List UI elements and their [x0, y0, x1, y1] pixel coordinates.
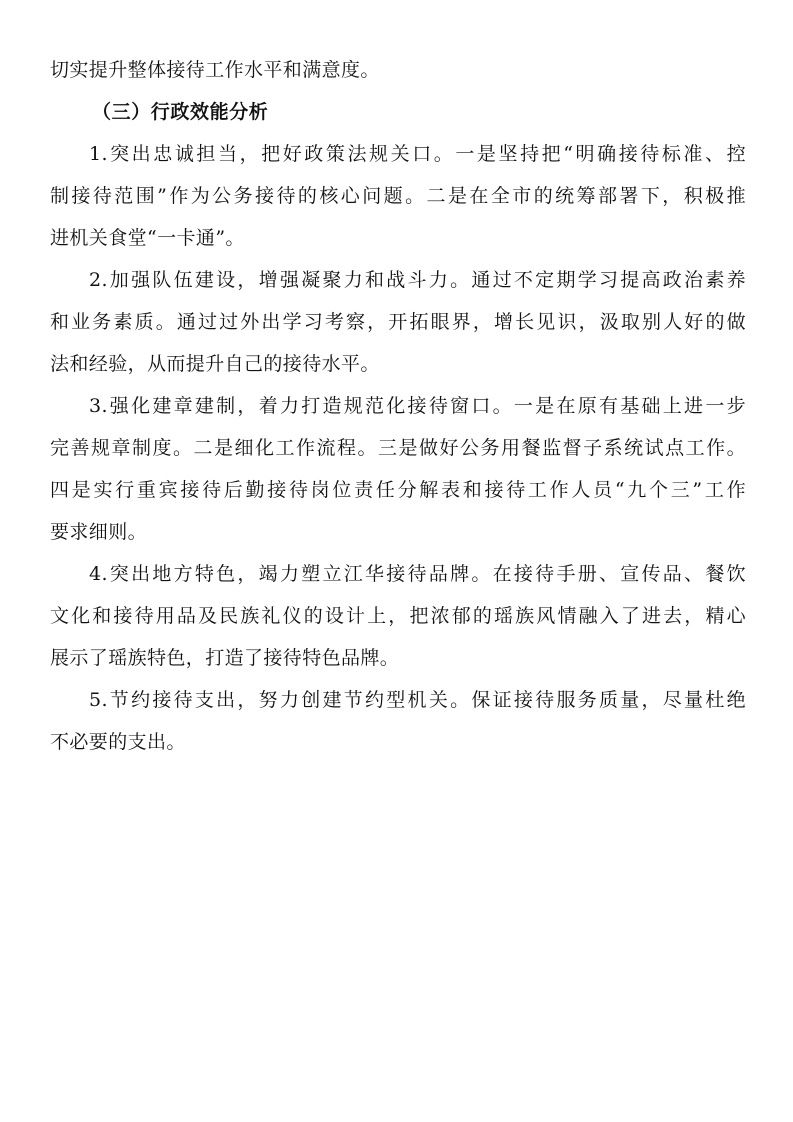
paragraph-4-line-1: 4.突出地方特色，竭力塑立江华接待品牌。在接待手册、宣传品、餐饮: [89, 563, 746, 585]
paragraph-3-line-4: 要求细则。: [50, 521, 148, 543]
paragraph-continuation-line: 切实提升整体接待工作水平和满意度。: [50, 59, 380, 81]
paragraph-2-line-3: 法和经验，从而提升自己的接待水平。: [50, 353, 380, 375]
paragraph-3-line-1: 3.强化建章建制，着力打造规范化接待窗口。一是在原有基础上进一步: [89, 395, 746, 417]
section-heading: （三）行政效能分析: [92, 101, 269, 123]
paragraph-2-line-1: 2.加强队伍建设，增强凝聚力和战斗力。通过不定期学习提高政治素养: [89, 269, 746, 291]
paragraph-1-line-2: 制接待范围”作为公务接待的核心问题。二是在全市的统筹部署下，积极推: [50, 185, 746, 207]
paragraph-5-line-2: 不必要的支出。: [50, 731, 186, 753]
paragraph-1-line-3: 进机关食堂“一卡通”。: [50, 227, 245, 249]
paragraph-3-line-3: 四是实行重宾接待后勤接待岗位责任分解表和接待工作人员“九个三”工作: [50, 479, 746, 501]
paragraph-4-line-3: 展示了瑶族特色，打造了接待特色品牌。: [50, 647, 400, 669]
paragraph-2-line-2: 和业务素质。通过过外出学习考察，开拓眼界，增长见识，汲取别人好的做: [50, 311, 746, 333]
paragraph-1-line-1: 1.突出忠诚担当，把好政策法规关口。一是坚持把“明确接待标准、控: [89, 143, 746, 165]
paragraph-5-line-1: 5.节约接待支出，努力创建节约型机关。保证接待服务质量，尽量杜绝: [89, 689, 746, 711]
paragraph-4-line-2: 文化和接待用品及民族礼仪的设计上，把浓郁的瑶族风情融入了进去，精心: [50, 605, 746, 627]
paragraph-3-line-2: 完善规章制度。二是细化工作流程。三是做好公务用餐监督子系统试点工作。: [50, 437, 746, 459]
